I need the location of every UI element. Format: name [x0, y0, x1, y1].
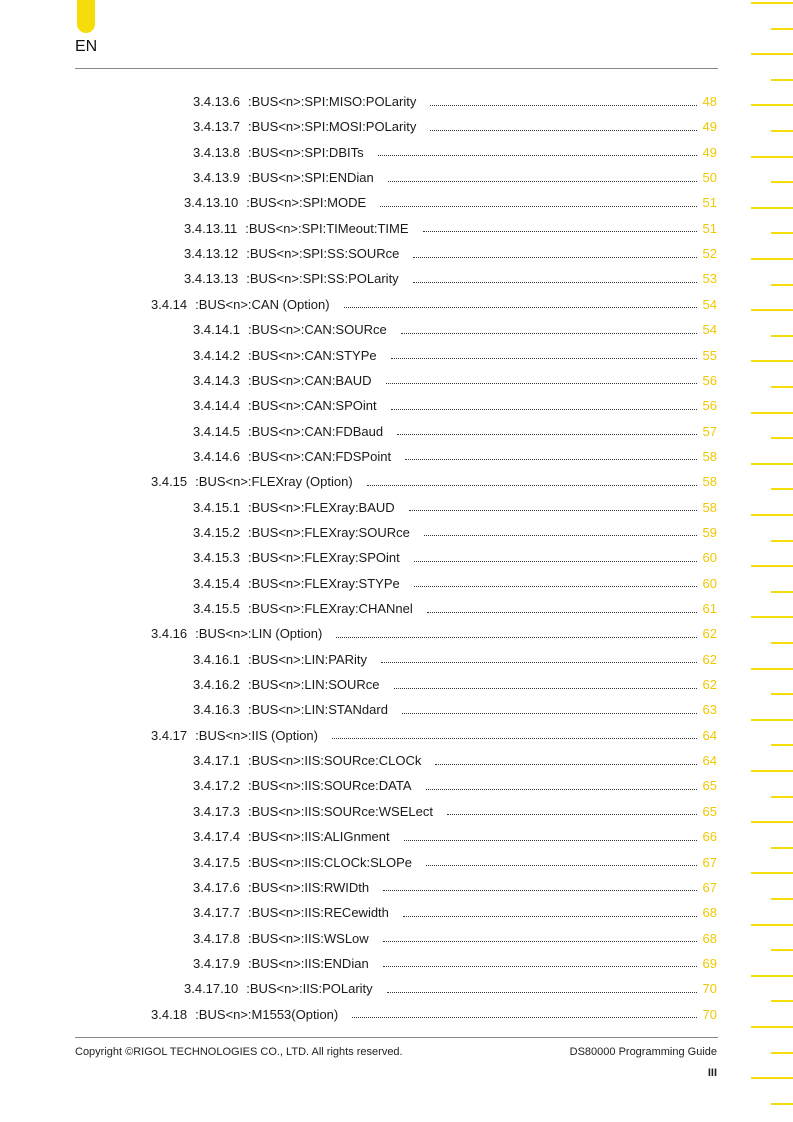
edge-bar — [771, 284, 793, 286]
edge-bar — [751, 156, 793, 158]
toc-entry[interactable] — [193, 571, 717, 596]
edge-bar — [751, 207, 793, 209]
edge-bar — [771, 796, 793, 798]
toc-entry[interactable] — [193, 393, 717, 418]
toc-entry-page[interactable]: 59 — [702, 524, 717, 540]
toc-entry[interactable] — [151, 621, 717, 646]
toc-entry[interactable] — [193, 89, 717, 114]
edge-bar — [751, 53, 793, 55]
toc-leader-dots — [409, 509, 697, 511]
toc-entry[interactable] — [184, 266, 717, 291]
edge-bar — [771, 28, 793, 30]
edge-bar — [751, 872, 793, 874]
toc-entry-page[interactable]: 54 — [702, 296, 717, 312]
toc-entry-title: :BUS<n>:FLEXray:SOURce — [248, 524, 410, 540]
edge-bar — [751, 309, 793, 311]
page-number: III — [707, 1067, 717, 1079]
toc-leader-dots — [394, 687, 698, 689]
toc-entry[interactable] — [193, 647, 717, 672]
toc-entry-number: 3.4.13.8 — [193, 144, 240, 160]
toc-entry-number: 3.4.13.10 — [184, 195, 239, 211]
edge-bar — [751, 565, 793, 567]
toc-entry-page[interactable]: 67 — [702, 854, 717, 870]
toc-entry-number: 3.4.15 — [151, 474, 188, 490]
toc-entry-title: :BUS<n>:IIS:ALIGnment — [248, 829, 390, 845]
toc-entry-number: 3.4.15.5 — [193, 601, 240, 616]
toc-entry-page[interactable]: 58 — [702, 499, 717, 515]
toc-entry[interactable] — [151, 1002, 717, 1027]
toc-leader-dots — [387, 991, 697, 993]
toc-entry-number: 3.4.17.6 — [193, 879, 240, 895]
toc-entry-page[interactable]: 60 — [702, 550, 717, 566]
toc-entry[interactable] — [193, 875, 717, 900]
toc-leader-dots — [424, 534, 697, 536]
toc-entry-page[interactable]: 58 — [702, 448, 717, 464]
toc-entry-number: 3.4.14.1 — [193, 322, 240, 338]
toc-entry-title: :BUS<n>:SPI:ENDian — [248, 170, 374, 186]
toc-entry-title: :BUS<n>:CAN:STYPe — [248, 347, 377, 363]
toc-entry-page[interactable]: 64 — [702, 753, 717, 769]
toc-leader-dots — [414, 585, 697, 587]
toc-entry-page[interactable]: 62 — [702, 677, 717, 693]
toc-entry-title: :BUS<n>:SPI:SS:POLarity — [246, 271, 399, 287]
edge-bar — [771, 232, 793, 234]
toc-leader-dots — [405, 458, 697, 460]
edge-bar — [751, 412, 793, 414]
edge-bar — [771, 744, 793, 746]
toc-entry[interactable] — [184, 241, 717, 266]
toc-entry-number: 3.4.16 — [151, 626, 188, 642]
toc-entry-page[interactable]: 63 — [702, 702, 717, 718]
toc-entry-page[interactable]: 48 — [702, 94, 717, 109]
toc-leader-dots — [426, 788, 697, 790]
toc-entry-number: 3.4.13.13 — [184, 271, 239, 287]
toc-entry-number: 3.4.15.3 — [193, 550, 240, 566]
edge-bar — [771, 949, 793, 951]
toc-entry-title: :BUS<n>:CAN:BAUD — [248, 372, 372, 388]
toc-leader-dots — [404, 839, 697, 841]
toc-entry-page[interactable]: 52 — [702, 246, 717, 262]
toc-entry-title: :BUS<n>:FLEXray:STYPe — [248, 575, 400, 591]
toc-entry-page[interactable]: 49 — [702, 144, 717, 160]
toc-leader-dots — [352, 1016, 697, 1018]
toc-entry-page[interactable]: 69 — [702, 955, 717, 971]
edge-bar — [771, 1103, 793, 1105]
edge-bar — [751, 463, 793, 465]
footer-rule — [75, 1037, 718, 1038]
toc-entry-page[interactable]: 60 — [702, 575, 717, 591]
edge-bar — [751, 104, 793, 106]
toc-entry[interactable] — [184, 976, 717, 1001]
toc-entry-number: 3.4.17.8 — [193, 930, 240, 946]
toc-entry-number: 3.4.17.1 — [193, 753, 240, 769]
header-rule — [75, 68, 718, 69]
toc-leader-dots — [391, 408, 697, 410]
toc-entry-page[interactable]: 66 — [702, 829, 717, 845]
toc-entry[interactable] — [184, 216, 717, 241]
toc-entry-title: :BUS<n>:CAN:SOURce — [248, 322, 387, 338]
edge-bar — [771, 335, 793, 337]
toc-leader-dots — [403, 915, 697, 917]
toc-entry-title: :BUS<n>:IIS:ENDian — [248, 955, 369, 971]
toc-entry[interactable] — [193, 114, 717, 139]
toc-entry-page[interactable]: 51 — [702, 220, 717, 236]
toc-entry-number: 3.4.17.5 — [193, 854, 240, 870]
toc-entry-page[interactable]: 58 — [702, 474, 717, 490]
toc-entry[interactable] — [193, 900, 717, 925]
toc-entry[interactable] — [193, 748, 717, 773]
toc-entry-number: 3.4.17 — [151, 727, 188, 743]
toc-entry-title: :BUS<n>:IIS:SOURce:DATA — [248, 778, 412, 794]
toc-entry-title: :BUS<n>:IIS:CLOCk:SLOPe — [248, 854, 413, 870]
edge-bar — [771, 130, 793, 132]
toc-entry-page[interactable]: 56 — [702, 398, 717, 414]
toc-entry-page[interactable]: 68 — [702, 905, 717, 921]
language-label: EN — [75, 38, 98, 55]
edge-bar — [751, 719, 793, 721]
edge-bar — [771, 591, 793, 593]
toc-entry[interactable] — [151, 469, 717, 494]
toc-entry-page[interactable]: 53 — [702, 271, 717, 287]
toc-entry[interactable] — [193, 444, 717, 469]
toc-entry[interactable] — [151, 292, 717, 317]
toc-entry[interactable] — [193, 140, 717, 165]
toc-entry[interactable] — [193, 799, 717, 824]
toc-leader-dots — [383, 965, 697, 967]
toc-entry-number: 3.4.17.4 — [193, 829, 240, 845]
toc-entry-title: :BUS<n>:SPI:MOSI:POLarity — [248, 119, 417, 135]
toc-entry-number: 3.4.18 — [151, 1006, 188, 1022]
toc-entry-page[interactable]: 62 — [702, 651, 717, 667]
toc-entry-title: :BUS<n>:M1553(Option) — [195, 1006, 339, 1022]
toc-entry-number: 3.4.17.9 — [193, 955, 240, 971]
toc-entry-page[interactable]: 50 — [702, 170, 717, 186]
toc-entry-number: 3.4.16.3 — [193, 702, 240, 718]
toc-entry-title: :BUS<n>:FLEXray (Option) — [195, 474, 353, 490]
toc-entry-title: :BUS<n>:IIS:RWIDth — [248, 879, 370, 895]
toc-entry-number: 3.4.15.4 — [193, 575, 240, 591]
toc-entry[interactable] — [193, 926, 717, 951]
edge-bar — [751, 975, 793, 977]
toc-entry-page[interactable]: 65 — [702, 803, 717, 819]
edge-bar — [771, 437, 793, 439]
edge-bar — [751, 924, 793, 926]
toc-entry-title: :BUS<n>:IIS:SOURce:WSELect — [248, 803, 433, 819]
toc-entry-number: 3.4.17.10 — [184, 981, 239, 997]
edge-bar — [771, 1000, 793, 1002]
edge-bar — [751, 1026, 793, 1028]
toc-leader-dots — [401, 332, 697, 334]
toc-entry-number: 3.4.17.3 — [193, 803, 240, 819]
toc-entry-page[interactable]: 64 — [702, 727, 717, 743]
toc-entry-page[interactable]: 65 — [702, 778, 717, 794]
toc-entry[interactable] — [193, 419, 717, 444]
toc-entry[interactable] — [151, 723, 717, 748]
edge-bar — [771, 79, 793, 81]
toc-entry-title: :BUS<n>:LIN (Option) — [195, 626, 323, 642]
toc-entry-page[interactable]: 54 — [702, 322, 717, 338]
toc-entry-number: 3.4.15.1 — [193, 499, 240, 515]
toc-entry-page[interactable]: 51 — [702, 195, 717, 211]
toc-entry-page[interactable]: 49 — [702, 119, 717, 135]
toc-entry-page[interactable]: 67 — [702, 879, 717, 895]
toc-leader-dots — [380, 205, 697, 207]
toc-leader-dots — [427, 611, 697, 613]
copyright-text: Copyright ©RIGOL TECHNOLOGIES CO., LTD. All rights reserved. — [75, 1046, 403, 1058]
toc-entry[interactable] — [193, 596, 717, 621]
toc-leader-dots — [435, 763, 697, 765]
edge-bar — [751, 821, 793, 823]
toc-leader-dots — [378, 154, 697, 156]
edge-bar — [771, 181, 793, 183]
edge-bar — [751, 616, 793, 618]
toc-entry-title: :BUS<n>:IIS:SOURce:CLOCk — [248, 753, 422, 769]
toc-leader-dots — [367, 484, 697, 486]
toc-entry-page[interactable]: 70 — [702, 981, 717, 997]
toc-leader-dots — [381, 661, 697, 663]
toc-entry-number: 3.4.14.4 — [193, 398, 240, 414]
toc-entry[interactable] — [193, 697, 717, 722]
edge-bar — [751, 514, 793, 516]
toc-entry[interactable] — [193, 520, 717, 545]
toc-entry-number: 3.4.13.6 — [193, 94, 240, 109]
toc-entry-title: :BUS<n>:FLEXray:CHANnel — [248, 601, 413, 616]
toc-entry-number: 3.4.14.5 — [193, 423, 240, 439]
edge-bar — [771, 642, 793, 644]
toc-entry-number: 3.4.15.2 — [193, 524, 240, 540]
edge-bar — [771, 1052, 793, 1054]
toc-entry-title: :BUS<n>:SPI:DBITs — [248, 144, 364, 160]
toc-entry[interactable] — [193, 824, 717, 849]
toc-leader-dots — [447, 813, 697, 815]
toc-entry-number: 3.4.13.11 — [184, 220, 238, 236]
toc-entry-number: 3.4.17.2 — [193, 778, 240, 794]
toc-entry-title: :BUS<n>:SPI:SS:SOURce — [246, 246, 400, 262]
toc-leader-dots — [388, 180, 697, 182]
toc-entry-title: :BUS<n>:CAN:FDBaud — [248, 423, 384, 439]
toc-entry[interactable] — [193, 672, 717, 697]
edge-bar — [771, 693, 793, 695]
toc-leader-dots — [383, 940, 697, 942]
toc-entry-number: 3.4.16.1 — [193, 651, 240, 667]
edge-tab-bars — [748, 0, 793, 1122]
toc-entry-title: :BUS<n>:SPI:MODE — [246, 195, 367, 211]
toc-leader-dots — [413, 256, 697, 258]
toc-entry[interactable] — [193, 545, 717, 570]
toc-entry-title: :BUS<n>:SPI:MISO:POLarity — [248, 94, 417, 109]
toc-entry-number: 3.4.13.9 — [193, 170, 240, 186]
toc-entry[interactable] — [193, 368, 717, 393]
toc-entry-number: 3.4.17.7 — [193, 905, 240, 921]
toc-entry-title: :BUS<n>:IIS:WSLow — [248, 930, 369, 946]
toc-leader-dots — [344, 306, 697, 308]
edge-bar — [751, 1077, 793, 1079]
toc-entry[interactable] — [193, 495, 717, 520]
toc-entry-title: :BUS<n>:CAN:FDSPoint — [248, 448, 392, 464]
toc-entry-title: :BUS<n>:CAN (Option) — [195, 296, 330, 312]
toc-leader-dots — [336, 636, 697, 638]
toc-entry-title: :BUS<n>:FLEXray:BAUD — [248, 499, 395, 515]
toc-entry-number: 3.4.14 — [151, 296, 188, 312]
toc-entry[interactable] — [193, 951, 717, 976]
edge-bar — [751, 770, 793, 772]
toc-leader-dots — [426, 864, 697, 866]
toc-entry-title: :BUS<n>:LIN:PARity — [248, 651, 367, 667]
toc-entry-title: :BUS<n>:CAN:SPOint — [248, 398, 377, 414]
toc-entry-page[interactable]: 55 — [702, 347, 717, 363]
edge-bar — [751, 2, 793, 4]
edge-bar — [751, 668, 793, 670]
toc-leader-dots — [430, 104, 697, 106]
toc-entry-number: 3.4.14.6 — [193, 448, 240, 464]
toc-entry-title: :BUS<n>:IIS:POLarity — [246, 981, 373, 997]
toc-entry[interactable] — [184, 190, 717, 215]
toc-entry-page[interactable]: 62 — [702, 626, 717, 642]
toc-leader-dots — [414, 560, 697, 562]
toc-entry-page[interactable]: 68 — [702, 930, 717, 946]
toc-entry-number: 3.4.13.7 — [193, 119, 240, 135]
toc-entry-page[interactable]: 61 — [702, 601, 717, 616]
toc-entry-page[interactable]: 57 — [702, 423, 717, 439]
toc-entry[interactable] — [193, 850, 717, 875]
toc-leader-dots — [383, 889, 697, 891]
toc-entry-title: :BUS<n>:IIS (Option) — [195, 727, 318, 743]
toc-leader-dots — [397, 433, 697, 435]
edge-bar — [771, 488, 793, 490]
toc-entry-page[interactable]: 70 — [702, 1006, 717, 1022]
toc-entry-page[interactable]: 56 — [702, 372, 717, 388]
toc-entry-number: 3.4.16.2 — [193, 677, 240, 693]
edge-bar — [771, 386, 793, 388]
toc-leader-dots — [413, 281, 697, 283]
toc-entry[interactable] — [193, 317, 717, 342]
edge-bar — [751, 258, 793, 260]
toc-entry-number: 3.4.14.3 — [193, 372, 240, 388]
toc-entry[interactable] — [193, 165, 717, 190]
toc-entry-title: :BUS<n>:IIS:RECewidth — [248, 905, 389, 921]
edge-bar — [771, 847, 793, 849]
toc-entry-title: :BUS<n>:LIN:STANdard — [248, 702, 388, 718]
toc-leader-dots — [386, 382, 697, 384]
toc-entry-number: 3.4.13.12 — [184, 246, 239, 262]
edge-bar — [771, 540, 793, 542]
toc-leader-dots — [430, 129, 697, 131]
toc-entry-number: 3.4.14.2 — [193, 347, 240, 363]
tab-marker — [77, 0, 95, 33]
toc-leader-dots — [332, 737, 697, 739]
toc-leader-dots — [391, 357, 697, 359]
toc-entry-title: :BUS<n>:LIN:SOURce — [248, 677, 380, 693]
toc-entry-title: :BUS<n>:FLEXray:SPOint — [248, 550, 400, 566]
toc-leader-dots — [402, 712, 697, 714]
toc-leader-dots — [423, 230, 697, 232]
guide-title: DS80000 Programming Guide — [569, 1046, 717, 1058]
edge-bar — [751, 360, 793, 362]
toc-entry-title: :BUS<n>:SPI:TIMeout:TIME — [245, 220, 409, 236]
edge-bar — [771, 898, 793, 900]
toc-entry[interactable] — [193, 773, 717, 798]
toc-entry[interactable] — [193, 343, 717, 368]
